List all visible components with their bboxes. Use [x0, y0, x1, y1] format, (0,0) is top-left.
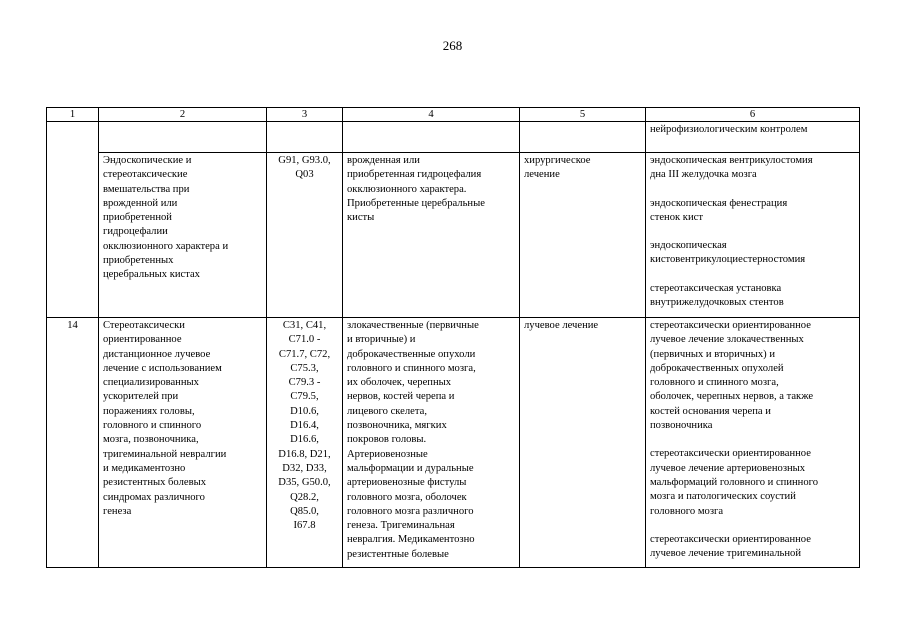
text-block	[271, 154, 338, 183]
text-block	[524, 319, 641, 333]
text-line: генеза. Тригеминальная	[347, 520, 455, 532]
medical-table	[46, 107, 860, 568]
text-line: ориентированное	[103, 334, 182, 346]
header-row	[47, 108, 860, 122]
text-line: лучевое лечение артериовенозных	[650, 462, 806, 474]
text-line: и медикаментозно	[103, 462, 186, 474]
text-line: и вторичные) и	[347, 334, 416, 346]
text-line: ускорителей при	[103, 391, 179, 403]
cell-empty	[267, 122, 343, 153]
text-line: Q03	[295, 169, 314, 181]
text-line: лучевое лечение	[524, 320, 599, 331]
text-line: головного и спинного	[103, 420, 202, 432]
text-line: дна III желудочка мозга	[650, 169, 757, 181]
text-line: нервов, костей черепа и	[347, 391, 455, 403]
text-line: головного и спинного мозга,	[650, 377, 779, 389]
text-line: генеза	[103, 505, 132, 517]
icd-codes-cell	[267, 153, 343, 318]
table-row-14	[47, 318, 860, 568]
text-block	[271, 319, 338, 533]
text-line: Эндоскопические и	[103, 155, 192, 166]
text-line: эндоскопическая	[650, 240, 727, 252]
treatment-method-cell	[646, 318, 860, 568]
cell-empty	[520, 122, 646, 153]
text-line: лучевое лечение тригеминальной	[650, 548, 801, 560]
text-line: резистентные болевые	[347, 548, 449, 560]
row-number-cell: 14	[47, 318, 99, 568]
text-line: специализированных	[103, 377, 199, 389]
text-block	[650, 123, 855, 137]
text-block	[103, 319, 262, 519]
text-line: их оболочек, черепных	[347, 377, 452, 389]
text-line: церебральных кистах	[103, 269, 200, 281]
text-line: кисты	[347, 212, 375, 224]
text-line: мозга, позвоночника,	[103, 434, 199, 446]
text-line: Приобретенные церебральные	[347, 197, 485, 209]
text-line: эндоскопическая вентрикулостомия	[650, 155, 813, 166]
text-line: D16.8, D21,	[278, 448, 331, 460]
text-line: приобретенных	[103, 255, 174, 267]
text-block	[347, 319, 515, 564]
text-line: (первичных и вторичных) и	[650, 348, 775, 360]
text-line: C71.7, C72,	[278, 348, 331, 360]
text-line: оболочек, черепных нервов, а также	[650, 391, 814, 403]
text-line: стереотаксически ориентированное	[650, 448, 811, 460]
page-number: 268	[442, 38, 463, 53]
treatment-type-cell	[520, 153, 646, 318]
diagnosis-cell	[343, 318, 520, 568]
text-line: D35, G50.0,	[278, 477, 331, 489]
text-line: C75.3,	[290, 362, 319, 374]
intervention-type-cell	[99, 153, 267, 318]
text-line: гидроцефалии	[103, 226, 168, 238]
text-line: кистовентрикулоциестерностомия	[650, 254, 806, 266]
text-line: окклюзионного характера и	[103, 240, 229, 252]
text-line: тригеминальной невралгии	[103, 448, 227, 460]
text-line: доброкачественные опухоли	[347, 348, 476, 360]
text-line: мальформации и дуральные	[347, 462, 474, 474]
text-line: врожденной или	[103, 197, 178, 209]
table-row-continuation	[47, 122, 860, 153]
text-line: C31, C41,	[282, 320, 327, 331]
treatment-method-cell	[646, 153, 860, 318]
text-line: лечение	[524, 169, 560, 181]
text-line: позвоночника	[650, 420, 713, 432]
text-line: стереотаксически ориентированное	[650, 533, 811, 545]
text-line: окклюзионного характера.	[347, 183, 467, 195]
header-col-5: 5	[520, 108, 646, 122]
text-block	[347, 154, 515, 225]
text-line: головного мозга различного	[347, 505, 474, 517]
icd-codes-cell	[267, 318, 343, 568]
text-line: невралгия. Медикаментозно	[347, 534, 475, 546]
text-block-group	[650, 154, 855, 310]
text-line: злокачественные (первичные	[347, 320, 479, 331]
header-col-4: 4	[343, 108, 520, 122]
text-line: Q28.2,	[290, 491, 319, 503]
intervention-type-cell	[99, 318, 267, 568]
text-line: стенок кист	[650, 211, 703, 223]
row-number-cell-empty	[47, 122, 99, 318]
text-line: позвоночника, мягких	[347, 420, 447, 432]
text-line: головного мозга, оболочек	[347, 491, 467, 503]
text-line: Q85.0,	[290, 505, 319, 517]
header-col-1: 1	[47, 108, 99, 122]
text-line: головного мозга	[650, 505, 724, 517]
text-line: внутрижелудочковых стентов	[650, 297, 784, 309]
text-line: головного и спинного мозга,	[347, 362, 476, 374]
text-block-group	[650, 319, 855, 564]
text-line: C79.5,	[290, 391, 319, 403]
text-line: C71.0 -	[288, 334, 321, 346]
treatment-type-cell	[520, 318, 646, 568]
text-line: лицевого скелета,	[347, 405, 427, 417]
text-line: покровов головы.	[347, 434, 427, 446]
text-line: стереотаксические	[103, 169, 188, 181]
text-line: поражениях головы,	[103, 405, 195, 417]
text-line: стереотаксическая установка	[650, 282, 782, 294]
text-line: вмешательства при	[103, 183, 190, 195]
treatment-method-cell	[646, 122, 860, 153]
cell-empty	[99, 122, 267, 153]
text-line: врожденная или	[347, 155, 420, 166]
text-line: лучевое лечение злокачественных	[650, 334, 804, 346]
header-col-6: 6	[646, 108, 860, 122]
text-line: G91, G93.0,	[278, 155, 331, 166]
text-line: нейрофизиологическим контролем	[650, 124, 808, 135]
text-line: хирургическое	[524, 155, 591, 166]
text-line: мальформаций головного и спинного	[650, 476, 819, 488]
text-line: приобретенной	[103, 212, 172, 224]
header-col-3: 3	[267, 108, 343, 122]
text-line: D10.6,	[290, 405, 319, 417]
diagnosis-cell	[343, 153, 520, 318]
text-line: Артериовенозные	[347, 448, 428, 460]
text-line: доброкачественных опухолей	[650, 362, 784, 374]
text-line: стереотаксически ориентированное	[650, 320, 811, 331]
text-line: артериовенозные фистулы	[347, 477, 467, 489]
text-line: D16.4,	[290, 420, 319, 432]
text-line: D32, D33,	[282, 462, 327, 474]
cell-empty	[343, 122, 520, 153]
text-block	[524, 154, 641, 183]
text-line: эндоскопическая фенестрация	[650, 197, 788, 209]
text-line: мозга и патологических соустий	[650, 491, 796, 503]
text-line: лечение с использованием	[103, 362, 222, 374]
text-line: приобретенная гидроцефалия	[347, 169, 482, 181]
text-block	[103, 154, 262, 283]
table-row-hydrocephalus	[47, 153, 860, 318]
text-line: дистанционное лучевое	[103, 348, 211, 360]
text-line: D16.6,	[290, 434, 319, 446]
text-line: C79.3 -	[288, 377, 321, 389]
text-line: костей основания черепа и	[650, 405, 771, 417]
text-line: резистентных болевых	[103, 477, 206, 489]
text-line: синдромах различного	[103, 491, 205, 503]
header-col-2: 2	[99, 108, 267, 122]
text-line: I67.8	[293, 520, 316, 532]
text-line: Стереотаксически	[103, 320, 185, 331]
